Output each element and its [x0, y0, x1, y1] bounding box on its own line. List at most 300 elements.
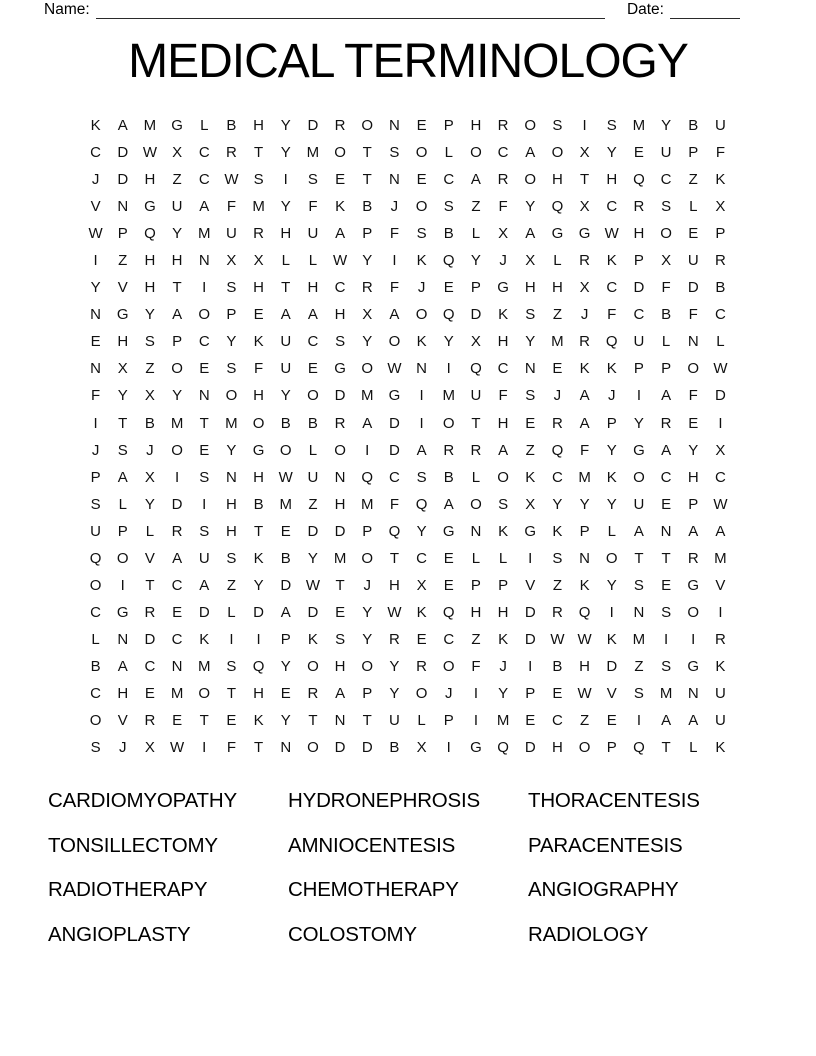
grid-letter: I — [718, 414, 723, 432]
grid-letter: E — [688, 414, 699, 432]
grid-letter: W — [169, 739, 185, 757]
grid-letter: C — [307, 333, 319, 351]
grid-letter: K — [199, 630, 210, 648]
grid-letter: A — [579, 387, 590, 405]
word-list-item: CHEMOTHERAPY — [288, 878, 459, 901]
grid-letter: D — [307, 603, 319, 621]
grid-letter: G — [116, 306, 129, 324]
grid-letter: Y — [307, 549, 318, 567]
grid-letter: O — [415, 306, 428, 324]
grid-letter: Q — [144, 225, 156, 243]
grid-letter: G — [524, 522, 537, 540]
grid-letter: F — [471, 657, 481, 675]
grid-letter: L — [716, 333, 725, 351]
grid-letter: I — [691, 630, 696, 648]
grid-letter: Q — [388, 522, 401, 540]
grid-letter: C — [606, 279, 618, 297]
grid-letter: K — [253, 712, 264, 730]
grid-letter: O — [307, 387, 319, 405]
grid-letter: A — [307, 306, 318, 324]
grid-letter: L — [308, 252, 318, 270]
grid-letter: Y — [606, 495, 617, 513]
grid-letter: N — [687, 333, 699, 351]
grid-letter: Y — [389, 657, 400, 675]
grid-letter: H — [117, 684, 129, 702]
grid-letter: W — [88, 225, 103, 243]
grid-letter: D — [253, 603, 264, 621]
grid-letter: Y — [525, 333, 536, 351]
grid-letter: Y — [688, 441, 699, 459]
grid-letter: O — [279, 441, 292, 459]
grid-letter: L — [444, 144, 453, 162]
grid-letter: V — [606, 684, 617, 702]
grid-letter: X — [579, 279, 590, 297]
grid-letter: T — [471, 414, 481, 432]
grid-letter: S — [389, 144, 400, 162]
grid-letter: N — [416, 360, 427, 378]
grid-letter: T — [199, 414, 209, 432]
grid-letter: H — [497, 603, 509, 621]
word-list-item: ANGIOPLASTY — [48, 922, 191, 946]
grid-letter: G — [334, 360, 346, 378]
grid-letter: W — [713, 360, 728, 378]
grid-letter: R — [551, 603, 563, 621]
grid-letter: A — [498, 441, 509, 459]
grid-letter: E — [416, 630, 427, 648]
grid-letter: E — [661, 495, 672, 513]
grid-letter: R — [579, 333, 590, 351]
grid-letter: J — [499, 252, 507, 270]
grid-letter: X — [253, 252, 264, 270]
grid-letter: L — [145, 522, 155, 540]
grid-letter: Y — [280, 657, 291, 675]
grid-letter: I — [663, 630, 669, 648]
grid-letter: H — [253, 387, 264, 405]
grid-letter: X — [525, 252, 536, 270]
grid-letter: B — [552, 657, 563, 675]
grid-letter: B — [443, 225, 454, 243]
grid-letter: M — [632, 117, 646, 134]
grid-letter: J — [444, 684, 453, 702]
grid-letter: P — [226, 306, 237, 324]
grid-letter: M — [360, 495, 374, 513]
grid-letter: O — [497, 468, 509, 486]
grid-letter: D — [524, 739, 536, 757]
grid-letter: Y — [280, 712, 291, 730]
grid-letter: A — [335, 684, 346, 702]
grid-letter: O — [116, 549, 129, 567]
grid-letter: L — [553, 252, 562, 270]
grid-letter: S — [525, 387, 536, 405]
name-label: Name: — [44, 1, 90, 18]
grid-letter: H — [253, 279, 264, 297]
grid-letter: H — [144, 279, 156, 297]
grid-letter: E — [416, 117, 427, 134]
grid-letter: O — [171, 441, 183, 459]
grid-letter: B — [144, 414, 155, 432]
grid-letter: Q — [442, 306, 455, 324]
grid-letter: Y — [226, 441, 237, 459]
grid-letter: I — [528, 657, 533, 675]
grid-letter: O — [307, 739, 319, 757]
grid-letter: Y — [172, 225, 183, 243]
grid-letter: D — [606, 657, 618, 675]
grid-letter: W — [387, 603, 402, 621]
grid-letter: D — [470, 306, 482, 324]
grid-letter: H — [117, 333, 129, 351]
grid-letter: C — [714, 468, 726, 486]
grid-letter: T — [281, 279, 291, 297]
grid-letter: X — [226, 252, 237, 270]
grid-letter: B — [90, 657, 101, 675]
grid-letter: O — [524, 171, 537, 189]
grid-letter: Z — [552, 576, 562, 594]
grid-letter: S — [90, 739, 101, 757]
grid-letter: S — [661, 198, 672, 216]
grid-letter: G — [687, 657, 700, 675]
grid-letter: Y — [606, 576, 617, 594]
grid-letter: S — [661, 603, 672, 621]
grid-letter: M — [659, 684, 673, 702]
grid-letter: A — [579, 414, 590, 432]
grid-letter: I — [93, 414, 98, 432]
grid-letter: I — [473, 684, 478, 702]
grid-letter: A — [199, 198, 210, 216]
grid-letter: H — [633, 225, 645, 243]
grid-letter: H — [470, 603, 482, 621]
grid-letter: O — [415, 144, 428, 162]
grid-letter: P — [688, 144, 699, 162]
grid-letter: Y — [606, 441, 617, 459]
grid-letter: Q — [442, 603, 455, 621]
grid-letter: A — [117, 468, 128, 486]
grid-letter: E — [144, 684, 155, 702]
grid-letter: O — [361, 549, 374, 567]
grid-letter: F — [226, 198, 236, 216]
grid-letter: Q — [470, 360, 482, 378]
grid-letter: N — [388, 171, 400, 189]
grid-letter: A — [335, 225, 346, 243]
grid-letter: A — [199, 576, 210, 594]
grid-letter: Y — [633, 414, 644, 432]
grid-letter: S — [307, 171, 318, 189]
grid-letter: C — [633, 306, 645, 324]
grid-letter: E — [443, 576, 454, 594]
grid-letter: O — [415, 198, 428, 216]
grid-letter: P — [715, 225, 726, 243]
grid-letter: Y — [389, 684, 400, 702]
word-list-item: PARACENTESIS — [528, 833, 683, 857]
grid-letter: X — [525, 495, 536, 513]
grid-letter: D — [687, 279, 699, 297]
grid-letter: G — [388, 387, 401, 405]
grid-letter: O — [551, 144, 564, 162]
grid-letter: Y — [280, 117, 291, 134]
grid-letter: I — [202, 279, 207, 297]
grid-letter: U — [280, 333, 292, 351]
grid-letter: H — [225, 522, 237, 540]
grid-letter: C — [660, 171, 672, 189]
word-list-item: ANGIOGRAPHY — [528, 878, 679, 901]
grid-letter: E — [253, 306, 264, 324]
grid-letter: D — [633, 279, 645, 297]
grid-letter: O — [89, 712, 102, 730]
grid-letter: H — [497, 333, 509, 351]
grid-letter: V — [117, 279, 128, 297]
grid-letter: Y — [117, 387, 128, 405]
grid-letter: P — [633, 360, 644, 378]
grid-letter: P — [362, 225, 373, 243]
grid-letter: Y — [280, 144, 291, 162]
grid-letter: M — [197, 225, 211, 243]
grid-letter: P — [280, 630, 291, 648]
grid-letter: B — [715, 279, 726, 297]
grid-letter: L — [200, 117, 209, 134]
grid-letter: Y — [362, 333, 373, 351]
grid-letter: Z — [226, 576, 236, 594]
grid-letter: I — [609, 603, 614, 621]
grid-letter: P — [579, 522, 590, 540]
grid-letter: N — [225, 468, 237, 486]
grid-letter: R — [579, 252, 590, 270]
date-blank-line — [670, 4, 740, 19]
grid-letter: Y — [416, 522, 427, 540]
grid-letter: Y — [606, 144, 617, 162]
grid-letter: H — [334, 306, 346, 324]
grid-letter: J — [118, 739, 127, 757]
grid-letter: T — [118, 414, 128, 432]
grid-letter: F — [688, 387, 698, 405]
grid-letter: C — [198, 144, 210, 162]
grid-letter: A — [362, 414, 373, 432]
grid-letter: P — [606, 739, 617, 757]
grid-letter: G — [171, 117, 183, 134]
grid-letter: Y — [144, 495, 155, 513]
grid-letter: D — [144, 630, 156, 648]
grid-letter: W — [142, 144, 157, 162]
grid-letter: C — [416, 549, 427, 567]
grid-letter: O — [334, 441, 346, 459]
grid-letter: O — [470, 495, 482, 513]
grid-letter: S — [552, 117, 563, 134]
grid-letter: G — [252, 441, 265, 459]
grid-letter: Z — [471, 198, 481, 216]
header — [44, 1, 740, 19]
grid-letter: M — [442, 387, 455, 405]
grid-letter: O — [687, 603, 700, 621]
grid-letter: D — [361, 739, 373, 757]
grid-letter: N — [524, 360, 536, 378]
grid-letter: H — [253, 468, 264, 486]
grid-letter: R — [388, 630, 400, 648]
grid-letter: C — [388, 468, 400, 486]
grid-letter: K — [715, 739, 726, 757]
grid-letter: D — [334, 522, 346, 540]
grid-letter: X — [144, 468, 155, 486]
grid-letter: B — [362, 198, 373, 216]
grid-letter: O — [225, 387, 238, 405]
grid-letter: K — [253, 549, 264, 567]
grid-letter: A — [172, 306, 183, 324]
grid-letter: B — [443, 468, 454, 486]
grid-letter: O — [633, 468, 645, 486]
grid-letter: Y — [280, 387, 291, 405]
grid-letter: I — [419, 414, 424, 432]
grid-letter: P — [606, 414, 617, 432]
grid-letter: S — [525, 306, 536, 324]
grid-letter: K — [416, 252, 427, 270]
grid-letter: K — [606, 630, 617, 648]
grid-letter: S — [335, 630, 346, 648]
grid-letter: U — [714, 117, 726, 134]
grid-letter: O — [605, 549, 618, 567]
grid-letter: T — [172, 279, 182, 297]
grid-letter: C — [443, 171, 455, 189]
grid-letter: T — [253, 144, 264, 162]
grid-letter: F — [661, 279, 671, 297]
grid-letter: C — [334, 279, 346, 297]
grid-letter: I — [582, 117, 587, 134]
grid-letter: X — [117, 360, 128, 378]
grid-letter: O — [660, 225, 672, 243]
grid-letter: A — [389, 306, 400, 324]
grid-letter: L — [118, 495, 127, 513]
grid-letter: J — [499, 657, 507, 675]
grid-letter: C — [198, 171, 210, 189]
grid-letter: J — [91, 171, 100, 189]
grid-letter: U — [470, 387, 482, 405]
grid-letter: L — [607, 522, 616, 540]
grid-letter: D — [388, 414, 400, 432]
grid-letter: C — [714, 306, 726, 324]
grid-letter: A — [661, 387, 672, 405]
grid-letter: R — [144, 603, 156, 621]
grid-letter: L — [689, 198, 698, 216]
grid-letter: F — [498, 198, 508, 216]
word-list-item: AMNIOCENTESIS — [288, 833, 456, 857]
grid-letter: B — [280, 414, 291, 432]
grid-letter: M — [306, 144, 320, 162]
grid-letter: R — [334, 117, 346, 134]
grid-letter: M — [143, 117, 157, 134]
grid-letter: F — [688, 306, 698, 324]
grid-letter: O — [361, 360, 374, 378]
grid-letter: E — [661, 576, 672, 594]
grid-letter: U — [307, 468, 319, 486]
grid-letter: X — [416, 576, 427, 594]
grid-letter: E — [525, 712, 536, 730]
grid-letter: E — [90, 333, 101, 351]
grid-letter: B — [226, 117, 237, 134]
grid-letter: H — [470, 117, 482, 134]
grid-letter: R — [470, 441, 482, 459]
grid-letter: O — [252, 414, 265, 432]
grid-letter: E — [226, 712, 237, 730]
grid-letter: T — [634, 549, 644, 567]
grid-letter: R — [334, 414, 346, 432]
grid-letter: Z — [471, 630, 481, 648]
grid-letter: U — [687, 252, 699, 270]
grid-letter: W — [305, 576, 320, 594]
grid-letter: T — [661, 739, 671, 757]
grid-letter: K — [307, 630, 318, 648]
grid-letter: M — [252, 198, 265, 216]
grid-letter: T — [253, 739, 264, 757]
grid-letter: I — [419, 387, 424, 405]
grid-letter: H — [687, 468, 699, 486]
grid-letter: G — [116, 603, 129, 621]
grid-letter: I — [636, 712, 641, 730]
grid-letter: M — [170, 414, 184, 432]
grid-letter: T — [226, 684, 236, 702]
grid-letter: B — [253, 495, 264, 513]
grid-letter: W — [387, 360, 402, 378]
grid-letter: A — [661, 441, 672, 459]
grid-letter: C — [144, 657, 156, 675]
grid-letter: P — [90, 468, 101, 486]
grid-letter: U — [633, 495, 645, 513]
grid-letter: H — [334, 495, 346, 513]
grid-letter: N — [117, 630, 129, 648]
grid-letter: C — [90, 603, 101, 621]
word-list-item: COLOSTOMY — [288, 922, 417, 946]
date-label: Date: — [626, 1, 664, 18]
grid-letter: H — [253, 684, 264, 702]
grid-letter: S — [416, 468, 427, 486]
grid-letter: F — [90, 387, 101, 405]
grid-letter: R — [551, 414, 563, 432]
grid-letter: W — [550, 630, 565, 648]
grid-letter: S — [443, 198, 454, 216]
grid-letter: P — [362, 522, 373, 540]
grid-letter: T — [199, 712, 209, 730]
grid-letter: Y — [172, 387, 183, 405]
grid-letter: R — [253, 225, 264, 243]
grid-letter: T — [335, 576, 345, 594]
word-search-grid — [82, 112, 734, 761]
grid-letter: U — [90, 522, 101, 540]
grid-letter: I — [229, 630, 234, 648]
grid-letter: U — [307, 225, 319, 243]
grid-letter: L — [281, 252, 290, 270]
grid-letter: D — [198, 603, 210, 621]
grid-letter: L — [661, 333, 671, 351]
grid-letter: S — [226, 279, 237, 297]
grid-letter: T — [145, 576, 155, 594]
grid-letter: A — [443, 495, 454, 513]
grid-letter: Q — [551, 441, 564, 459]
grid-letter: C — [171, 576, 183, 594]
grid-letter: O — [470, 144, 482, 162]
grid-letter: U — [198, 549, 210, 567]
grid-letter: E — [335, 171, 346, 189]
grid-letter: A — [280, 306, 291, 324]
grid-letter: O — [198, 306, 211, 324]
grid-letter: V — [715, 576, 726, 594]
grid-letter: Y — [470, 252, 481, 270]
grid-letter: E — [280, 684, 291, 702]
word-list-item: CARDIOMYOPATHY — [48, 789, 237, 812]
grid-letter: H — [551, 279, 563, 297]
grid-letter: O — [524, 117, 537, 134]
grid-letter: Z — [552, 306, 562, 324]
grid-letter: F — [226, 739, 236, 757]
grid-letter: K — [253, 333, 264, 351]
grid-letter: C — [660, 468, 672, 486]
grid-letter: G — [578, 225, 591, 243]
grid-letter: Y — [552, 495, 563, 513]
grid-letter: L — [471, 549, 481, 567]
